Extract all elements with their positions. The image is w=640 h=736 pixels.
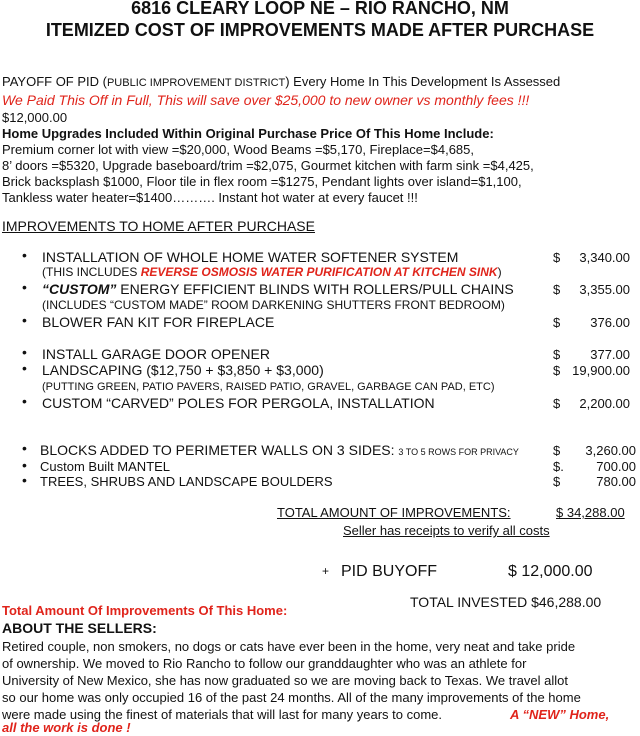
bullet-dot: • (22, 440, 27, 456)
pid-buyoff-value: $ 12,000.00 (508, 563, 593, 580)
sellers-line: of ownership. We moved to Rio Rancho to follow our granddaughter who was an athlete for (2, 656, 527, 671)
item-label: INSTALLATION OF WHOLE HOME WATER SOFTENER SYSTEM (42, 249, 459, 265)
bullet-dot: • (22, 457, 27, 473)
improvements-heading: IMPROVEMENTS TO HOME AFTER PURCHASE (2, 218, 315, 234)
item-subnote: (PUTTING GREEN, PATIO PAVERS, RAISED PATIO, GRAVEL, GARBAGE CAN PAD, ETC) (42, 381, 495, 393)
payoff-amount: $12,000.00 (2, 110, 68, 125)
total-improvements-value: $ 34,288.00 (556, 505, 625, 520)
item-dollar: $ (553, 315, 561, 330)
upgrades-line: Premium corner lot with view =$20,000, Wood Beams =$5,170, Fireplace=$4,685, (2, 142, 474, 157)
closing-red: A “NEW” Home, (510, 707, 610, 722)
item-label: Custom Built MANTEL (40, 459, 171, 474)
bullet-dot: • (22, 472, 27, 488)
item-dollar: $ (553, 282, 561, 297)
item-label: BLOWER FAN KIT FOR FIREPLACE (42, 314, 275, 330)
item-dollar: $ (553, 250, 561, 265)
upgrades-line: Brick backsplash $1000, Floor tile in flex room =$1275, Pendant lights over island=$1,100, (2, 174, 522, 189)
sellers-line: University of New Mexico, she has now graduated so we are moving back to Texas. We travel allot (2, 673, 569, 688)
total-invested: TOTAL INVESTED $46,288.00 (410, 594, 602, 610)
subnote-red: REVERSE OSMOSIS WATER PURIFICATION AT KITCHEN SINK (140, 265, 498, 279)
bullet-dot: • (22, 393, 27, 409)
total-improvements-label: TOTAL AMOUNT OF IMPROVEMENTS: (277, 505, 511, 520)
item-amount: 2,200.00 (579, 396, 630, 411)
item-dollar: $ (553, 443, 561, 458)
closing-red-2: all the work is done ! (2, 720, 131, 735)
bullet-dot: • (22, 360, 27, 376)
item-label: TREES, SHRUBS AND LANDSCAPE BOULDERS (40, 474, 333, 489)
receipts-note: Seller has receipts to verify all costs (343, 523, 550, 538)
about-sellers-heading: ABOUT THE SELLERS: (2, 620, 157, 636)
item-label: INSTALL GARAGE DOOR OPENER (42, 346, 270, 362)
item-label-note: 3 TO 5 ROWS FOR PRIVACY (398, 447, 519, 457)
item-amount: 780.00 (596, 474, 636, 489)
sellers-line: Retired couple, non smokers, no dogs or cats have ever been in the home, very neat and take pride (2, 639, 576, 654)
pid-buyoff-label: PID BUYOFF (341, 563, 438, 580)
bullet-dot: • (22, 312, 27, 328)
item-amount: 376.00 (590, 315, 630, 330)
item-amount: 19,900.00 (572, 363, 630, 378)
payoff-line (2, 74, 560, 91)
upgrades-line: Tankless water heater=$1400………. Instant hot water at every faucet !!! (2, 190, 418, 205)
payoff-pid-definition: PUBLIC IMPROVEMENT DISTRICT (106, 77, 286, 89)
sellers-line: so our home was only occupied 16 of the past 24 months. All of the many improvements of the home (2, 690, 581, 705)
plus-sign: + (322, 564, 330, 578)
item-label: LANDSCAPING ($12,750 + $3,850 + $3,000) (42, 362, 324, 378)
bullet-dot: • (22, 344, 27, 360)
subnote-tail: ) (497, 265, 502, 279)
bullet-dot: • (22, 247, 27, 263)
item-dollar: $ (553, 363, 561, 378)
document-title: 6816 CLEARY LOOP NE – RIO RANCHO, NM (131, 0, 509, 18)
upgrades-heading: Home Upgrades Included Within Original Purchase Price Of This Home Include: (2, 126, 494, 141)
sellers-line: were made using the finest of materials that will last for many years to come. (2, 707, 443, 722)
item-dollar: $ (553, 396, 561, 411)
payoff-lead: PAYOFF OF PID ( (2, 74, 107, 89)
item-label (42, 281, 514, 298)
total-improvements-red-heading: Total Amount Of Improvements Of This Home: (2, 603, 288, 618)
item-amount: 700.00 (596, 459, 636, 474)
item-amount: 3,355.00 (579, 282, 630, 297)
item-label-text: ENERGY EFFICIENT BLINDS WITH ROLLERS/PULL CHAINS (116, 281, 514, 297)
upgrades-line: 8’ doors =$5320, Upgrade baseboard/trim =$2,075, Gourmet kitchen with farm sink =$4,425, (2, 158, 534, 173)
item-label-text: BLOCKS ADDED TO PERIMETER WALLS ON 3 SIDES: (40, 442, 395, 458)
item-dollar: $ (553, 474, 561, 489)
item-dollar: $. (553, 459, 564, 474)
item-amount: 377.00 (590, 347, 630, 362)
item-amount: 3,260.00 (585, 443, 636, 458)
item-label-prefix: “CUSTOM” (42, 281, 117, 297)
item-subnote: (INCLUDES “CUSTOM MADE” ROOM DARKENING SHUTTERS FRONT BEDROOM) (42, 298, 505, 312)
subnote-lead: (THIS INCLUDES (42, 265, 141, 279)
item-dollar: $ (553, 347, 561, 362)
item-amount: 3,340.00 (579, 250, 630, 265)
payoff-tail: ) Every Home In This Development Is Assessed (285, 74, 561, 89)
item-label: CUSTOM “CARVED” POLES FOR PERGOLA, INSTALLATION (42, 395, 435, 411)
bullet-dot: • (22, 279, 27, 295)
document-subtitle: ITEMIZED COST OF IMPROVEMENTS MADE AFTER PURCHASE (45, 20, 595, 40)
item-subnote (42, 265, 502, 280)
payoff-red-note: We Paid This Off in Full, This will save over $25,000 to new owner vs monthly fees !!! (2, 92, 530, 108)
